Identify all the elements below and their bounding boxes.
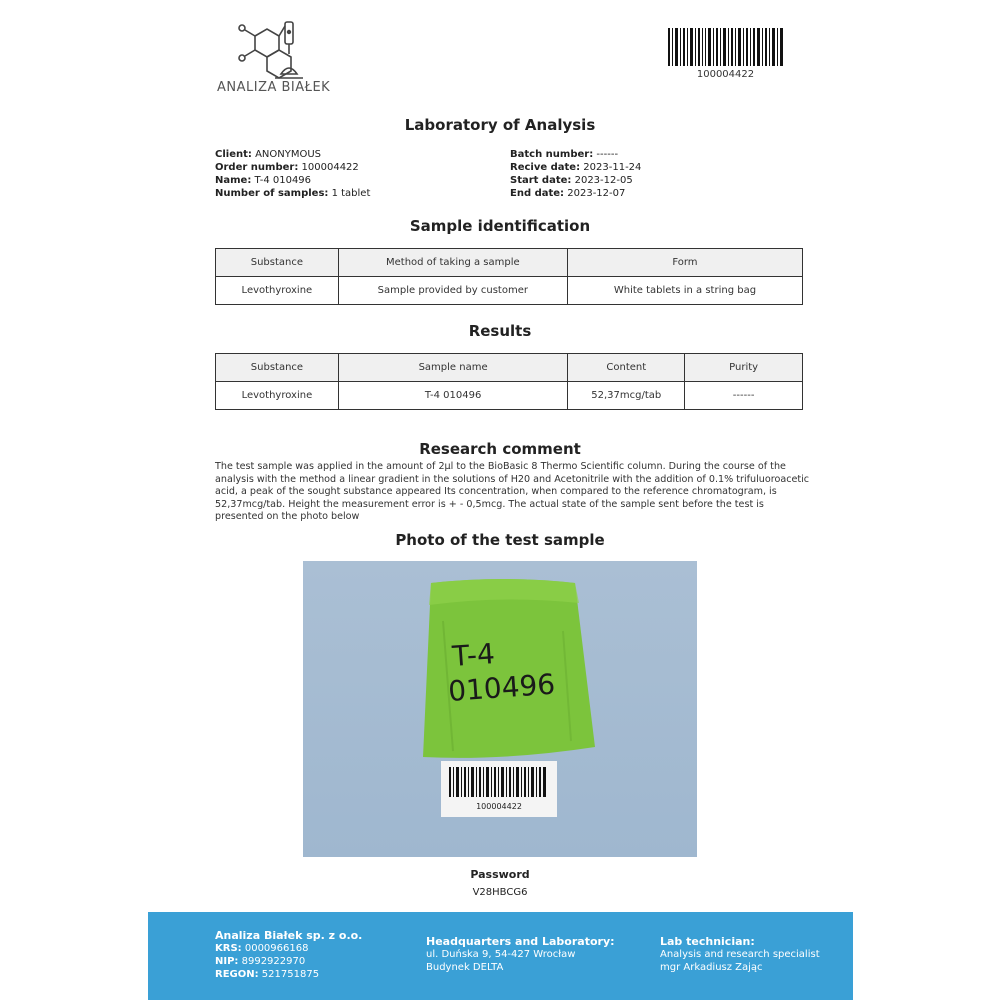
page-title: Laboratory of Analysis (404, 116, 596, 134)
header-cell: Purity (685, 354, 803, 382)
table-header-row (216, 249, 803, 277)
info-receive-date: Recive date: 2023-11-24 (510, 162, 642, 173)
info-name: Name: T-4 010496 (215, 175, 312, 186)
company-regon: REGON: 521751875 (215, 969, 320, 980)
tech-role: Analysis and research specialist (660, 949, 820, 960)
hq-building: Budynek DELTA (426, 962, 504, 973)
table-cell: T-4 010496 (338, 382, 567, 410)
tech-name: mgr Arkadiusz Zając (660, 962, 763, 973)
table-row (216, 277, 803, 305)
hq-address: ul. Duńska 9, 54-427 Wrocław (426, 949, 576, 960)
logo-text: ANALIZA BIAŁEK (217, 80, 331, 95)
bag-handwriting-line2: 010496 (447, 667, 557, 708)
photo-title: Photo of the test sample (395, 531, 605, 549)
table-cell: 52,37mcg/tab (568, 382, 685, 410)
header-cell: Substance (216, 354, 339, 382)
hq-title: Headquarters and Laboratory: (426, 935, 615, 948)
info-batch-number: Batch number: ------ (510, 149, 619, 160)
header-cell: Sample name (338, 354, 567, 382)
table-row (216, 382, 803, 410)
table-cell: Sample provided by customer (338, 277, 567, 305)
sample-bag-image (303, 561, 697, 857)
info-start-date: Start date: 2023-12-05 (510, 175, 633, 186)
password-value: V28HBCG6 (472, 887, 528, 898)
info-number-of-samples: Number of samples: 1 tablet (215, 188, 371, 199)
test-sample-photo (303, 561, 697, 857)
research-comment-title: Research comment (419, 440, 581, 458)
info-right (510, 148, 641, 200)
company-name: Analiza Białek sp. z o.o. (215, 929, 363, 942)
info-client: Client: ANONYMOUS (215, 149, 322, 160)
research-comment-text: The test sample was applied in the amount of 2µl to the BioBasic 8 Thermo Scientific column. During the course of the analysis with the method a linear gradient in the solutions of H20 and Acetonitrile with the addition of 0.1% trifuluoroacetic acid, a peak of the sought substance appeared Its concentration, when compared to the reference chromatogram, is 52,37mcg/tab. Height the measurement error is + - 0,5mcg. The actual state of the sample sent before the test is presented on the photo below (215, 461, 810, 523)
results-table (215, 353, 803, 410)
header-cell: Form (567, 249, 802, 277)
barcode (668, 28, 783, 66)
table-cell: Levothyroxine (216, 382, 339, 410)
info-order-number: Order number: 100004422 (215, 162, 359, 173)
table-header-row (216, 354, 803, 382)
label-number: 100004422 (476, 802, 522, 811)
sample-identification-table (215, 248, 803, 305)
table-cell: Levothyroxine (216, 277, 339, 305)
footer-company (215, 929, 362, 981)
footer (148, 912, 853, 1000)
info-end-date: End date: 2023-12-07 (510, 188, 626, 199)
password-label: Password (470, 868, 530, 881)
company-nip: NIP: 8992922970 (215, 956, 306, 967)
bag-handwriting-line1: T-4 (451, 637, 496, 673)
footer-headquarters (426, 935, 615, 974)
header-cell: Method of taking a sample (338, 249, 567, 277)
results-title: Results (468, 322, 532, 340)
header-cell: Content (568, 354, 685, 382)
footer-lab-technician (660, 935, 820, 974)
table-cell: White tablets in a string bag (567, 277, 802, 305)
sample-identification-title: Sample identification (409, 217, 591, 235)
barcode-number: 100004422 (696, 69, 755, 80)
table-cell: ------ (685, 382, 803, 410)
header-cell: Substance (216, 249, 339, 277)
tech-title: Lab technician: (660, 935, 755, 948)
company-krs: KRS: 0000966168 (215, 943, 309, 954)
info-left (215, 148, 370, 200)
